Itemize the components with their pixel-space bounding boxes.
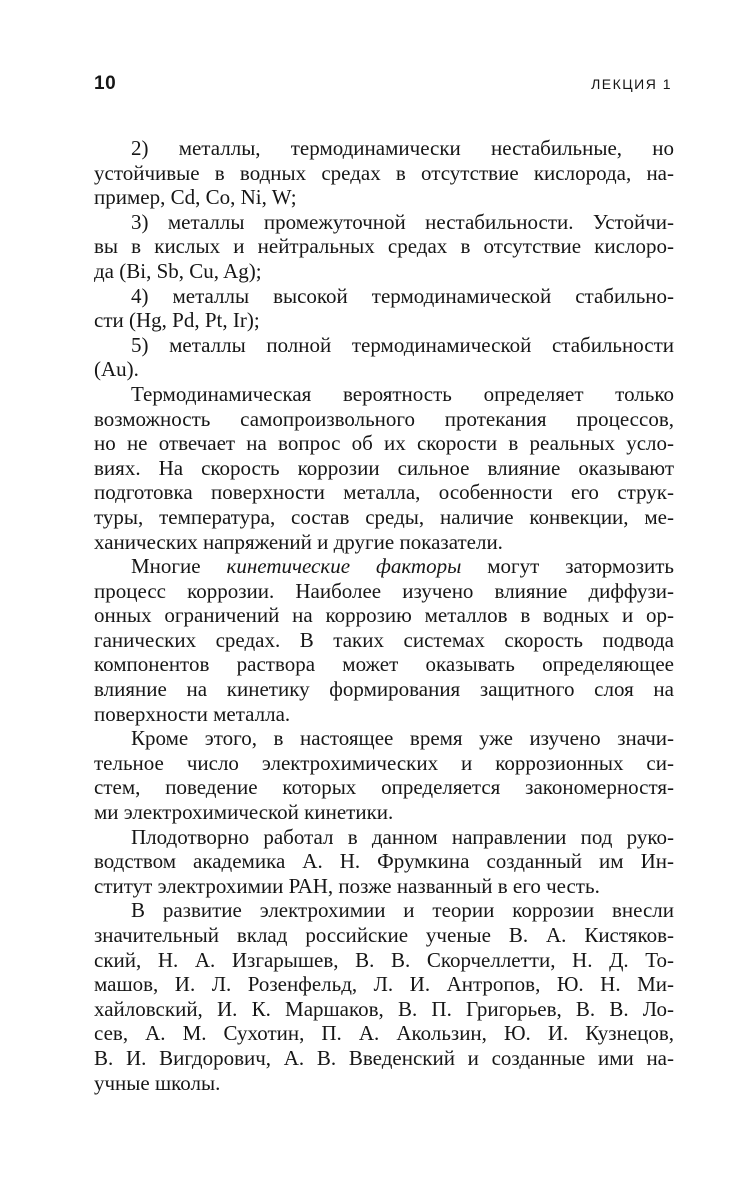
paragraph-metals-3 [94,210,674,284]
text-line: пример, Cd, Co, Ni, W; [94,185,297,210]
paragraph-thermodynamic-probability [94,382,674,554]
text-line: но не отвечает на вопрос об их скорости в реальных усло- [94,431,674,456]
text-line: хайловский, И. К. Маршаков, В. П. Григорьев, В. В. Ло- [94,996,674,1021]
text-line: водством академика А. Н. Фрумкина созданный им Ин- [94,849,674,874]
text-line: тельное число электрохимических и коррозионных си- [94,750,674,775]
text-line: сев, А. М. Сухотин, П. А. Акользин, Ю. И. Кузнецов, [94,1021,674,1046]
text-line: виях. На скорость коррозии сильное влияние оказывают [94,455,674,480]
text-line: ми электрохимической кинетики. [94,800,394,825]
text-line: 3) металлы промежуточной нестабильности. Устойчи- [131,209,674,234]
paragraph-metals-2 [94,136,674,210]
text-line: да (Bi, Sb, Cu, Ag); [94,258,262,283]
paragraph-electrochemical-systems [94,726,674,824]
body-text [94,136,674,1095]
text-line: Кроме этого, в настоящее время уже изучено значи- [131,726,674,751]
paragraph-metals-4 [94,284,674,333]
text-line: ститут электрохимии РАН, позже названный в его честь. [94,873,600,898]
text-line [94,554,674,579]
text-fragment: могут затормозить [461,554,674,579]
text-line: значительный вклад российские ученые В. А. Кистяков- [94,923,674,947]
text-line: ганических средах. В таких системах скорость подвода [94,627,674,652]
text-line: устойчивые в водных средах в отсутствие кислорода, на- [94,160,674,185]
paragraph-kinetic-factors [94,554,674,726]
text-line: влияние на кинетику формирования защитного слоя на [94,677,674,702]
text-line: учные школы. [94,1070,221,1095]
text-line: процесс коррозии. Наиболее изучено влияние диффузи- [94,578,674,603]
text-line: онных ограничений на коррозию металлов в водных и ор- [94,603,674,628]
text-line: туры, температура, состав среды, наличие конвекции, ме- [94,504,674,529]
text-line: 2) металлы, термодинамически нестабильные, но [131,136,674,160]
page-number: 10 [94,73,117,94]
text-line: Плодотворно работал в данном направлении под руко- [131,824,674,849]
text-line: Термодинамическая вероятность определяет только [131,381,674,406]
text-line: возможность самопроизвольного протекания процессов, [94,406,674,431]
italic-term: кинетические факторы [226,554,462,579]
text-line: (Au). [94,357,139,382]
text-line: машов, И. Л. Розенфельд, Л. И. Антропов, Ю. Н. Ми- [94,972,674,997]
page-header [94,73,672,97]
text-line: компонентов раствора может оказывать определяющее [94,652,674,677]
text-line: ский, Н. А. Изгарышев, В. В. Скорчеллетти, Н. Д. То- [94,947,674,972]
text-line: подготовка поверхности металла, особенности его струк- [94,480,674,505]
text-line: 5) металлы полной термодинамической стабильности [131,332,674,357]
running-head: ЛЕКЦИЯ 1 [591,76,672,92]
text-line: 4) металлы высокой термодинамической стабильно- [131,283,674,308]
text-line: сти (Hg, Pd, Pt, Ir); [94,308,260,333]
paragraph-metals-5 [94,333,674,382]
text-fragment: Многие [131,554,227,579]
paragraph-frumkin-institute [94,825,674,899]
text-line: В развитие электрохимии и теории коррозии внесли [131,898,674,923]
text-line: поверхности металла. [94,701,291,726]
paragraph-russian-scientists [94,898,674,1095]
text-line: стем, поведение которых определяется закономерностя- [94,775,674,800]
text-line: В. И. Вигдорович, А. В. Введенский и созданные ими на- [94,1045,674,1070]
text-line: вы в кислых и нейтральных средах в отсутствие кислоро- [94,234,674,259]
text-line: ханических напряжений и другие показатели. [94,529,503,554]
